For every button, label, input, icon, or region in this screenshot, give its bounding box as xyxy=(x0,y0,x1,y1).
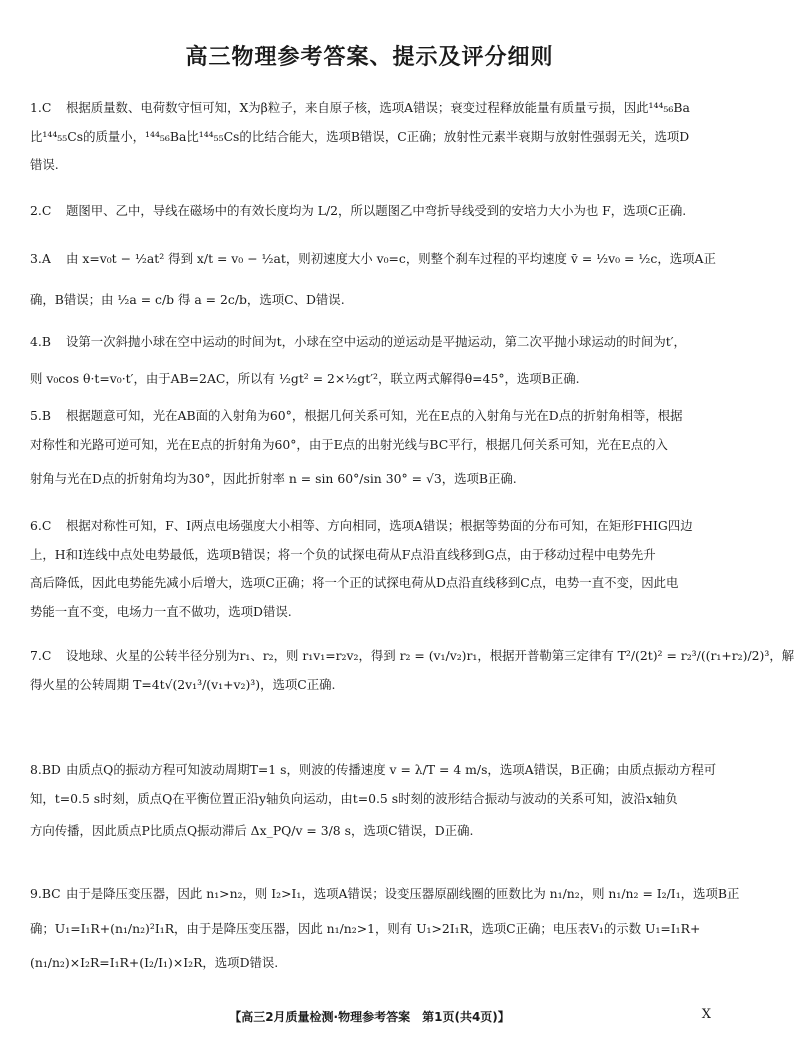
question-text: 设第一次斜抛小球在空中运动的时间为t，小球在空中运动的逆运动是平抛运动，第二次平抛小球运动的时间为t′， xyxy=(66,334,686,349)
question-5 xyxy=(30,402,716,494)
question-7 xyxy=(30,642,794,699)
question-line xyxy=(30,245,716,274)
question-line xyxy=(30,328,716,357)
question-line: 知，t=0.5 s时刻，质点Q在平衡位置正沿y轴负向运动，由t=0.5 s时刻的波形结合振动与波动的关系可知，波沿x轴负 xyxy=(30,790,678,806)
question-line: 高后降低，因此电势能先减小后增大，选项C正确；将一个正的试探电荷从D点沿直线移到C点，电势一直不变，因此电 xyxy=(30,575,679,590)
question-line: (n₁/n₂)×I₂R=I₁R+(I₂/I₁)×I₂R，选项D错误. xyxy=(30,955,279,970)
question-text: 由质点Q的振动方程可知波动周期T=1 s，则波的传播速度 v = λ/T = 4 m/s，选项A错误，B正确；由质点振动方程可 xyxy=(66,762,717,777)
question-number: 9.BC xyxy=(30,886,61,901)
question-text: 根据题意可知，光在AB面的入射角为60°，根据几何关系可知，光在E点的入射角与光在D点的折射角相等，根据 xyxy=(66,408,683,423)
question-line xyxy=(30,642,794,671)
question-line xyxy=(30,880,740,909)
question-line: 对称性和光路可逆可知，光在E点的折射角为60°，由于E点的出射光线与BC平行，根据几何关系可知，光在E点的入 xyxy=(30,436,668,452)
question-4 xyxy=(30,328,716,393)
page-marker: X xyxy=(701,1007,711,1022)
question-2 xyxy=(30,197,716,226)
question-number: 1.C xyxy=(30,100,52,115)
question-line: 错误. xyxy=(30,157,59,172)
question-9 xyxy=(30,880,740,978)
question-line: 则 v₀cos θ·t=v₀·t′，由于AB=2AC，所以有 ½gt² = 2×½gt′²，联立两式解得θ=45°，选项B正确. xyxy=(30,370,580,386)
question-line: 得火星的公转周期 T=4t√(2v₁³/(v₁+v₂)³)，选项C正确. xyxy=(30,676,336,692)
question-line: 确；U₁=I₁R+(n₁/n₂)²I₁R，由于是降压变压器，因此 n₁/n₂>1，则有 U₁>2I₁R，选项C正确；电压表V₁的示数 U₁=I₁R+ xyxy=(30,920,701,936)
question-line xyxy=(30,512,716,541)
question-text: 根据质量数、电荷数守恒可知，X为β粒子，来自原子核，选项A错误；衰变过程释放能量有质量亏损，因此¹⁴⁴₅₆Ba xyxy=(66,100,690,115)
question-number: 7.C xyxy=(30,648,52,663)
question-line xyxy=(30,402,716,431)
question-number: 3.A xyxy=(30,251,51,266)
question-line xyxy=(30,756,716,785)
question-line xyxy=(30,94,716,123)
question-6 xyxy=(30,512,716,626)
page-title: 高三物理参考答案、提示及评分细则 xyxy=(185,45,554,70)
question-1 xyxy=(30,94,716,180)
question-text: 题图甲、乙中，导线在磁场中的有效长度均为 L/2，所以题图乙中弯折导线受到的安培力大小为也 F，选项C正确. xyxy=(66,203,687,218)
question-number: 8.BD xyxy=(30,762,61,777)
question-line: 射角与光在D点的折射角均为30°，因此折射率 n = sin 60°/sin 30° = √3，选项B正确. xyxy=(30,471,517,486)
page-footer: 【高三2月质量检测·物理参考答案 第1页(共4页)】 xyxy=(229,1010,510,1024)
question-line: 上，H和I连线中点处电势最低，选项B错误；将一个负的试探电荷从F点沿直线移到G点，由于移动过程中电势先升 xyxy=(30,546,656,562)
question-number: 6.C xyxy=(30,518,52,533)
question-line: 势能一直不变，电场力一直不做功，选项D错误. xyxy=(30,603,292,619)
question-text: 设地球、火星的公转半径分别为r₁、r₂，则 r₁v₁=r₂v₂，得到 r₂ = (v₁/v₂)r₁，根据开普勒第三定律有 T²/(2t)² = r₂³/((r₁+r₂)/2)³，解 xyxy=(66,648,794,663)
question-number: 4.B xyxy=(30,334,51,349)
question-8 xyxy=(30,756,716,846)
question-line: 比¹⁴⁴₅₅Cs的质量小，¹⁴⁴₅₆Ba比¹⁴⁴₅₅Cs的比结合能大，选项B错误，C正确；放射性元素半衰期与放射性强弱无关，选项D xyxy=(30,128,690,144)
question-text: 根据对称性可知，F、I两点电场强度大小相等、方向相同，选项A错误；根据等势面的分布可知，在矩形FHIG四边 xyxy=(66,518,693,533)
question-line xyxy=(30,197,716,226)
question-text: 由 x=v₀t − ½at² 得到 x/t = v₀ − ½at，则初速度大小 v₀=c，则整个刹车过程的平均速度 v̄ = ½v₀ = ½c，选项A正 xyxy=(66,251,716,266)
question-line: 方向传播，因此质点P比质点Q振动滞后 Δx_PQ/v = 3/8 s，选项C错误，D正确. xyxy=(30,823,474,838)
question-3 xyxy=(30,245,716,314)
question-number: 5.B xyxy=(30,408,51,423)
question-line: 确，B错误；由 ½a = c/b 得 a = 2c/b，选项C、D错误. xyxy=(30,291,345,307)
question-text: 由于是降压变压器，因此 n₁>n₂，则 I₂>I₁，选项A错误；设变压器原副线圈的匝数比为 n₁/n₂，则 n₁/n₂ = I₂/I₁，选项B正 xyxy=(66,886,740,901)
question-number: 2.C xyxy=(30,203,52,218)
